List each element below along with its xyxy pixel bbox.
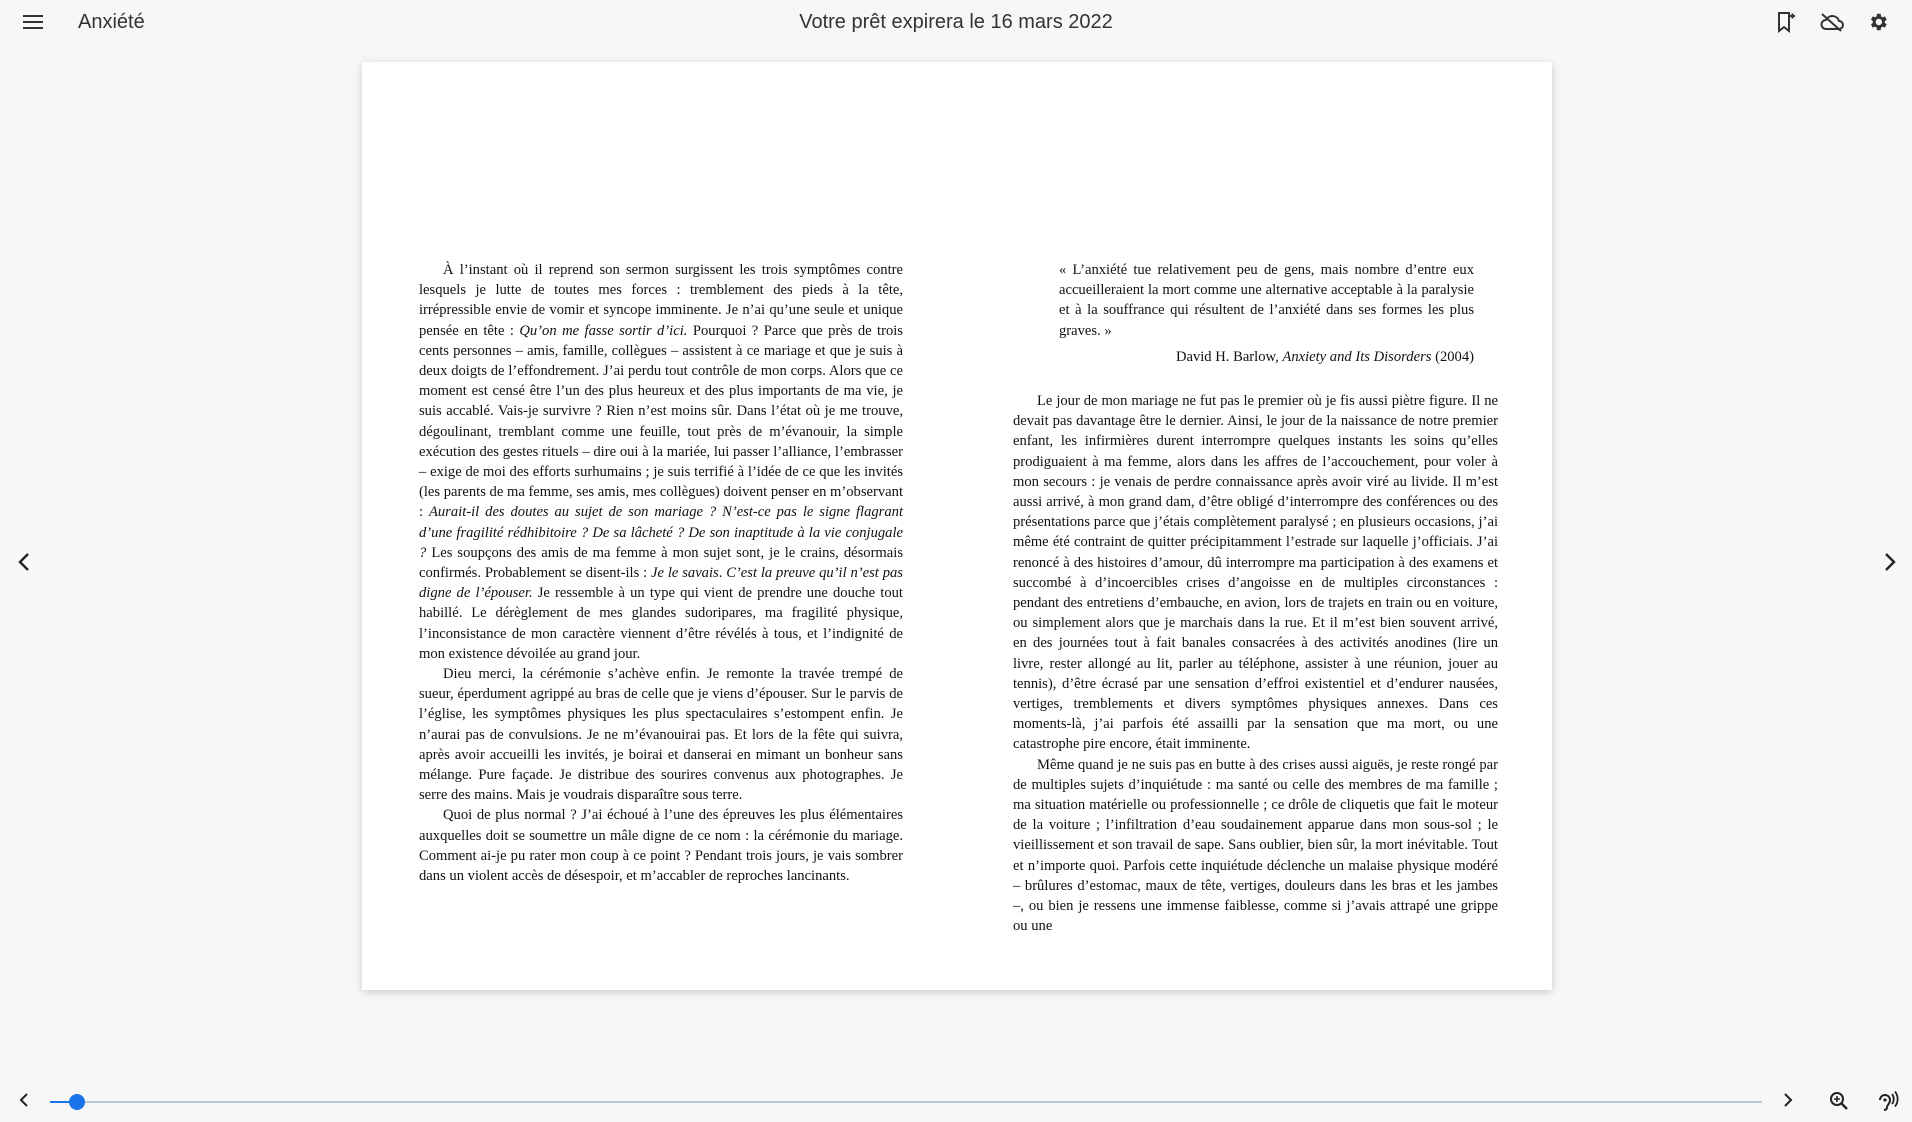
italic-text: Aurait-il des doutes au sujet de son mariage ? N’est-ce pas le signe flagrant d’une fragilité rédhibitoire ? De sa lâcheté ? De son inaptitude à la vie conjugale ? [419, 504, 904, 561]
italic-text: Je le savais [651, 565, 719, 582]
chevron-right-icon [1783, 1093, 1793, 1107]
bottom-bar [0, 1080, 1912, 1122]
zoom-in-button[interactable] [1826, 1088, 1852, 1114]
next-page-button[interactable] [1878, 548, 1902, 576]
reading-progress-slider[interactable] [50, 1101, 1762, 1103]
text-run: . [718, 565, 727, 582]
italic-text: Qu’on me fasse sortir d’ici. [519, 322, 688, 339]
text-to-speech-button[interactable] [1876, 1088, 1902, 1114]
text-run: Quoi de plus normal ? J’ai échoué à l’une des épreuves les plus élémentaires auxquelles doit se soumettre un mâle digne de ce nom : la cérémonie du mariage. Comment ai-je pu rater mon coup à ce point ? Pendant trois jours, je vais sombrer dans un violent accès de désespoir, et m’accabler de reproches lancinants. [419, 807, 903, 885]
text-run: Dieu merci, la cérémonie s’achève enfin. Je remonte la travée trempé de sueur, éperdument agrippé au bras de celle que je viens d’épouser. Sur le parvis de l’église, les symptômes physiques les plus spectaculaires s’estompent enfin. Je n’aurai pas de convulsions. Je ne m’évanouirai pas. Et lors de la fête qui suivra, après avoir accueilli les invités, je boirai et danserai en mimant un bonheur sans mélange. Pure façade. Je distribue des sourires convenus aux photographes. Je serre des mains. Mais je voudrais disparaître sous terre. [419, 666, 903, 804]
epigraph-quote: « L’anxiété tue relativement peu de gens, mais nombre d’entre eux accueilleraient la mort comme une alternative acceptable à la paralysie et à la souffrance qui résultent de l’anxiété dans ses formes les plus graves. » [1059, 262, 1474, 339]
previous-page-button[interactable] [12, 548, 36, 576]
chevron-left-icon [19, 1093, 29, 1107]
paragraph [419, 260, 903, 664]
paragraph: Même quand je ne suis pas en butte à des crises aussi aiguës, je reste rongé par de multiples sujets d’inquiétude : ma santé ou celle des membres de ma famille ; ma situation matérielle ou professionnelle ; ce drôle de cliquetis que fait le moteur de la voiture ; l’infiltration d’eau soudainement apparue dans mon sous-sol ; le vieillissement et son travail de sape. Sans oublier, bien sûr, la mort inévitable. Tout et n’importe quoi. Parfois cette inquiétude déclenche un malaise physique modéré – brûlures d’estomac, maux de tête, vertiges, douleurs dans les bras et les jambes –, ou bien je ressens une immense faiblesse, comme si j’avais attrapé une grippe ou une [1013, 756, 1498, 935]
slider-thumb[interactable] [69, 1094, 85, 1110]
previous-chapter-button[interactable] [12, 1088, 36, 1112]
italic-text: C’est la preuve qu’il n’est pas digne de l’épouser. [419, 565, 903, 602]
text-run: Je ressemble à un type qui vient de prendre une douche tout habillé. Le dérèglement de mes glandes sudoripares, ma fragilité physique, l’inconsistance de mon caractère viennent d’être révélés à tous, et l’indignité de mon existence dévoilée au grand jour. [419, 585, 903, 662]
chevron-left-icon [17, 552, 31, 572]
settings-gear-icon[interactable] [1864, 10, 1892, 34]
epigraph-source [1013, 347, 1474, 367]
text-run: Les soupçons des amis de ma femme à mon sujet sont, je le crains, désormais confirmés. Probablement se disent-ils : [419, 544, 903, 582]
book-title: Anxiété [78, 11, 145, 33]
chevron-right-icon [1883, 552, 1897, 572]
next-chapter-button[interactable] [1776, 1088, 1800, 1112]
loan-expiry-notice: Votre prêt expirera le 16 mars 2022 [799, 11, 1113, 33]
zoom-in-icon [1829, 1091, 1849, 1111]
left-page-text [419, 260, 903, 886]
top-bar [0, 0, 1912, 44]
menu-icon[interactable] [20, 10, 46, 34]
paragraph [419, 664, 903, 805]
bookmark-add-icon[interactable] [1772, 10, 1800, 34]
book-page-spread [362, 62, 1552, 990]
epigraph-book-title: Anxiety and Its Disorders [1282, 348, 1432, 365]
paragraph [419, 805, 903, 886]
epigraph-author: David H. Barlow, [1175, 348, 1283, 365]
right-page-text [1013, 260, 1498, 937]
paragraph: Le jour de mon mariage ne fut pas le premier où je fis aussi piètre figure. Il ne devait pas davantage être le dernier. Ainsi, le jour de la naissance de notre premier enfant, les infirmières durent interrompre quelques instants les soins qu’elles prodiguaient à ma femme, alors dans les affres de l’accouchement, pour voler à mon secours : je venais de perdre connaissance après avoir viré au livide. Il m’est aussi arrivé, à mon grand dam, d’être obligé d’interrompre des conférences ou des présentations parce que j’étais complètement paralysé ; en plusieurs occasions, j’ai même été contraint de quitter précipitamment l’estrade sur laquelle j’officiais. J’ai renoncé à des histoires d’amour, dû interrompre ma participation à des examens et succombé à d’incoercibles crises d’angoisse en de multiples circonstances : pendant des entretiens d’embauche, en avion, lors de trajets en train ou en voiture, ou simplement alors que je marchais dans la rue. Et il m’est bien souvent arrivé, en des journées tout à fait banales consacrées à des activités anodines (lire un livre, rester allongé au lit, parler au téléphone, assister à une réunion, jouer au tennis), d’être écrasé par une sensation d’effroi existentiel et d’endurer nausées, vertiges, tremblements et divers symptômes physiques annexes. Dans ces moments-là, j’ai parfois été assailli par la sensation que ma mort, ou une catastrophe pire encore, était imminente. [1013, 393, 1498, 753]
cloud-off-icon[interactable] [1818, 10, 1846, 34]
text-run: À l’instant où il reprend son sermon surgissent les trois symptômes contre lesquels je lutte de toutes mes forces : tremblement des pieds à la tête, irrépressible envie de vomir et syncope imminente. Je n’ai qu’une seule et unique pensée en tête : [419, 262, 903, 339]
text-to-speech-icon [1878, 1090, 1900, 1112]
text-run: Pourquoi ? Parce que près de trois cents personnes – amis, famille, collègues – assistent à ce mariage et que je suis à deux doigts de l’effondrement. J’ai perdu tout contrôle de mon corps. Alors que ce moment est censé être l’un des plus heureux et des plus importants de ma vie, je suis accablé. Vais-je survivre ? Rien n’est moins sûr. Dans l’état où je me trouve, dégoulinant, tremblant comme une feuille, tout près de m’évanouir, la simple exécution des gestes rituels – dire oui à la mariée, lui passer l’alliance, l’embrasser – exige de moi des efforts surhumains ; je suis terrifié à l’idée de ce que les invités (les parents de ma femme, ses amis, mes collègues) doivent penser en m’observant : [419, 322, 903, 521]
epigraph-year: (2004) [1431, 348, 1474, 365]
